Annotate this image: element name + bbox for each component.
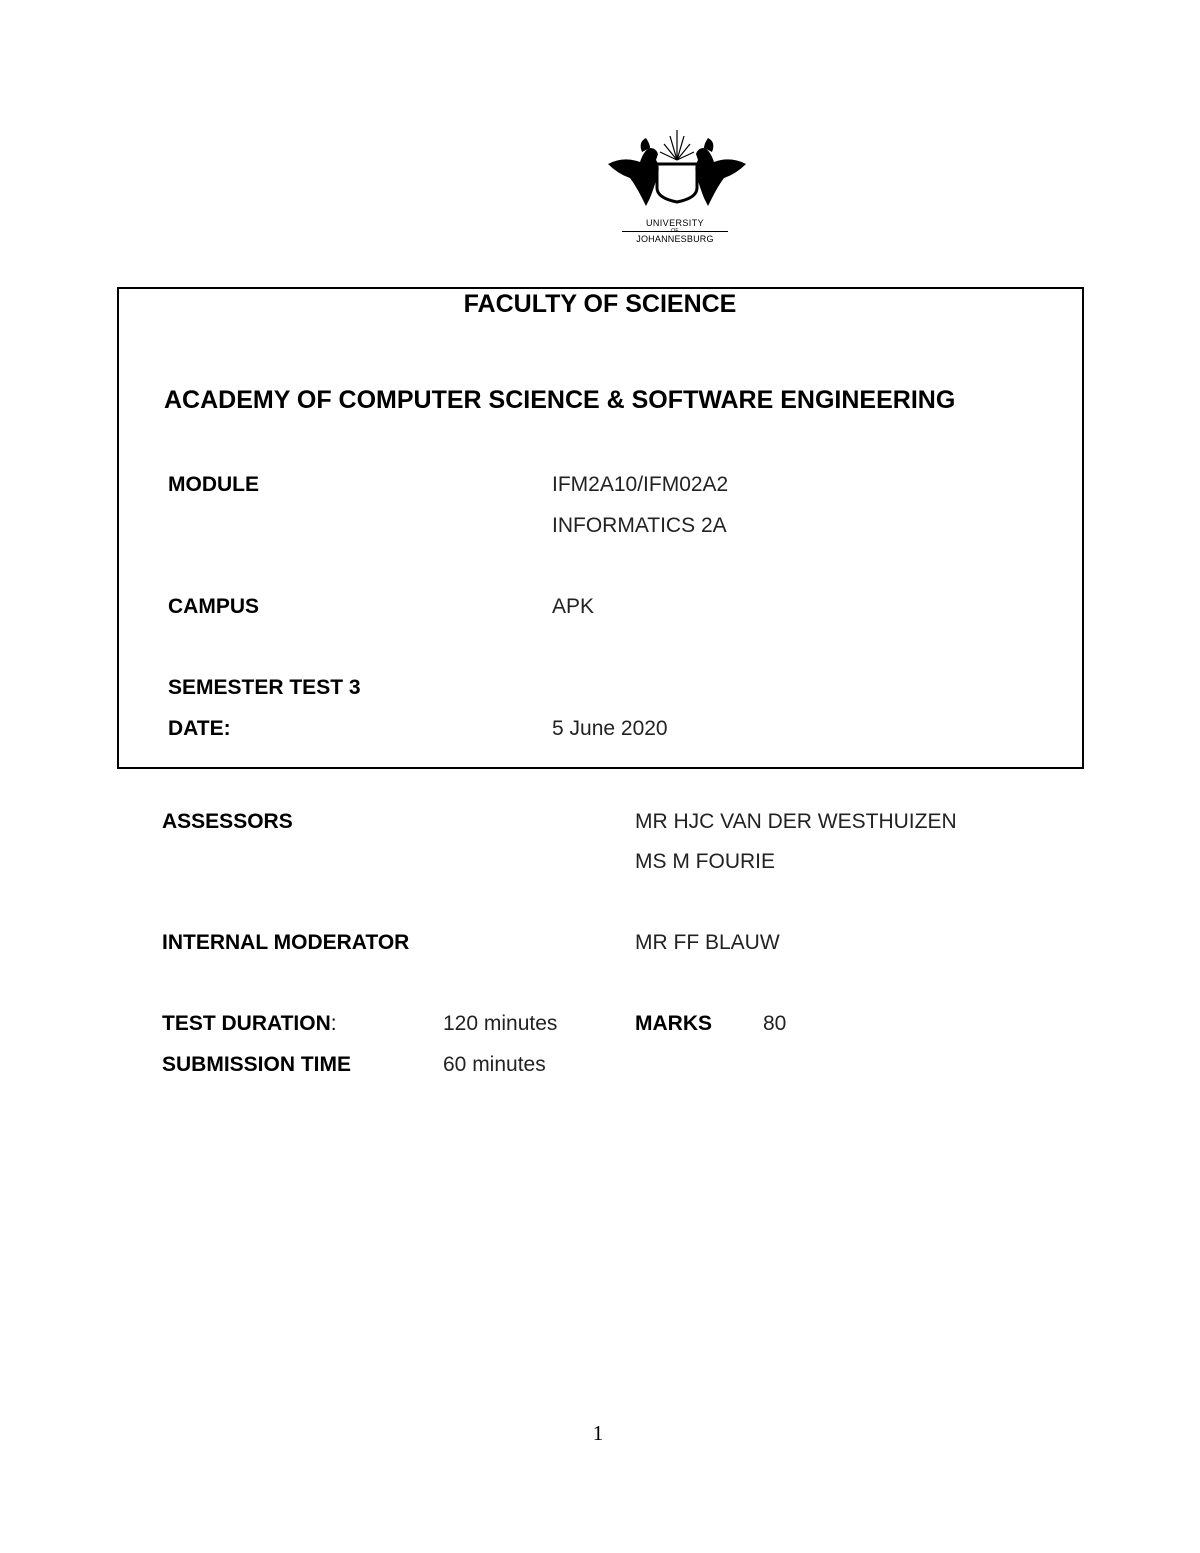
module-code: IFM2A10/IFM02A2: [552, 473, 729, 496]
date-label: DATE:: [168, 717, 231, 740]
assessor-name: MS M FOURIE: [635, 850, 775, 873]
page-number: 1: [592, 1421, 604, 1445]
university-logo: [600, 126, 750, 248]
campus-label: CAMPUS: [168, 595, 260, 618]
submission-label: SUBMISSION TIME: [162, 1053, 352, 1076]
duration-label-group: [162, 1012, 337, 1036]
moderator-value: MR FF BLAUW: [635, 931, 780, 954]
moderator-label: INTERNAL MODERATOR: [162, 931, 410, 954]
marks-label: MARKS: [635, 1012, 712, 1035]
duration-value: 120 minutes: [443, 1012, 558, 1035]
module-label: MODULE: [168, 473, 259, 496]
logo-emblem-icon: [600, 126, 750, 218]
logo-text-of: OF: [671, 228, 679, 234]
submission-value: 60 minutes: [443, 1053, 546, 1076]
logo-text-johannesburg: JOHANNESBURG: [636, 234, 714, 244]
module-name: INFORMATICS 2A: [552, 514, 727, 537]
test-label: SEMESTER TEST 3: [168, 676, 361, 699]
academy-title: ACADEMY OF COMPUTER SCIENCE & SOFTWARE ENGINEERING: [164, 386, 956, 414]
duration-colon: :: [330, 1012, 337, 1035]
campus-value: APK: [552, 595, 595, 618]
faculty-title: FACULTY OF SCIENCE: [463, 290, 737, 318]
logo-text-university: UNIVERSITY: [645, 218, 704, 228]
logo-divider: [622, 231, 728, 232]
marks-value: 80: [763, 1012, 787, 1035]
date-value: 5 June 2020: [552, 717, 668, 740]
duration-label: TEST DURATION: [162, 1012, 331, 1035]
assessors-label: ASSESSORS: [162, 810, 293, 833]
assessor-name: MR HJC VAN DER WESTHUIZEN: [635, 810, 957, 833]
